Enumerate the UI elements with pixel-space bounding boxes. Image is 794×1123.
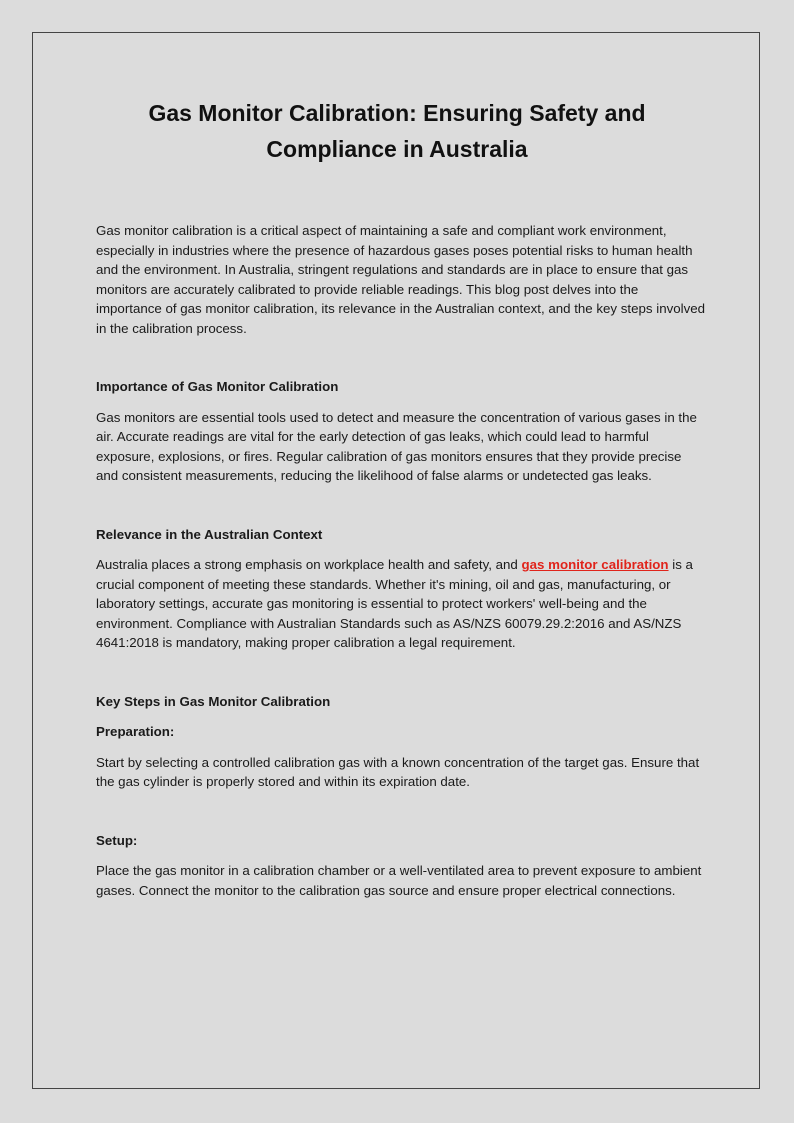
- setup-heading: Setup:: [96, 832, 138, 848]
- preparation-paragraph: Start by selecting a controlled calibration gas with a known concentration of the target gas. Ensure that the gas cylinder is properly stored and within its expiration date.: [96, 754, 700, 789]
- relevance-heading: Relevance in the Australian Context: [96, 526, 323, 542]
- key-steps-heading: Key Steps in Gas Monitor Calibration: [96, 693, 331, 709]
- relevance-text-after: is a crucial component of meeting these standards. Whether it's mining, oil and gas, manufacturing, or laboratory settings, accurate gas monitoring is essential to protect workers' well-being and the environment. Compliance with Australian Standards such as AS/NZS 60079.29.2:2016 and AS/NZS 4641:2018 is mandatory, making proper calibration a legal requirement.: [96, 557, 693, 650]
- importance-heading: Importance of Gas Monitor Calibration: [96, 379, 339, 394]
- preparation-heading: Preparation:: [96, 724, 175, 739]
- relevance-text-before: Australia places a strong emphasis on workplace health and safety, and: [96, 557, 522, 572]
- relevance-paragraph: [96, 555, 706, 653]
- gas-monitor-calibration-link[interactable]: gas monitor calibration: [521, 557, 669, 572]
- intro-paragraph: Gas monitor calibration is a critical aspect of maintaining a safe and compliant work environment, especially in industries where the presence of hazardous gases poses potential risks to human health and the environment. In Australia, stringent regulations and standards are in place to ensure that gas monitors are accurately calibrated to provide reliable readings. This blog post delves into the importance of gas monitor calibration, its relevance in the Australian context, and the key steps involved in the calibration process.: [96, 223, 706, 336]
- page-title: Gas Monitor Calibration: Ensuring Safety and Compliance in Australia: [148, 100, 646, 162]
- importance-paragraph: Gas monitors are essential tools used to detect and measure the concentration of various gases in the air. Accurate readings are vital for the early detection of gas leaks, which could lead to harmful exposure, explosions, or fires. Regular calibration of gas monitors ensures that they provide precise and consistent measurements, reducing the likelihood of false alarms or undetected gas leaks.: [96, 409, 697, 483]
- article-body: [96, 221, 706, 900]
- setup-paragraph: Place the gas monitor in a calibration chamber or a well-ventilated area to prevent exposure to ambient gases. Connect the monitor to the calibration gas source and ensure proper electrical connections.: [96, 863, 702, 898]
